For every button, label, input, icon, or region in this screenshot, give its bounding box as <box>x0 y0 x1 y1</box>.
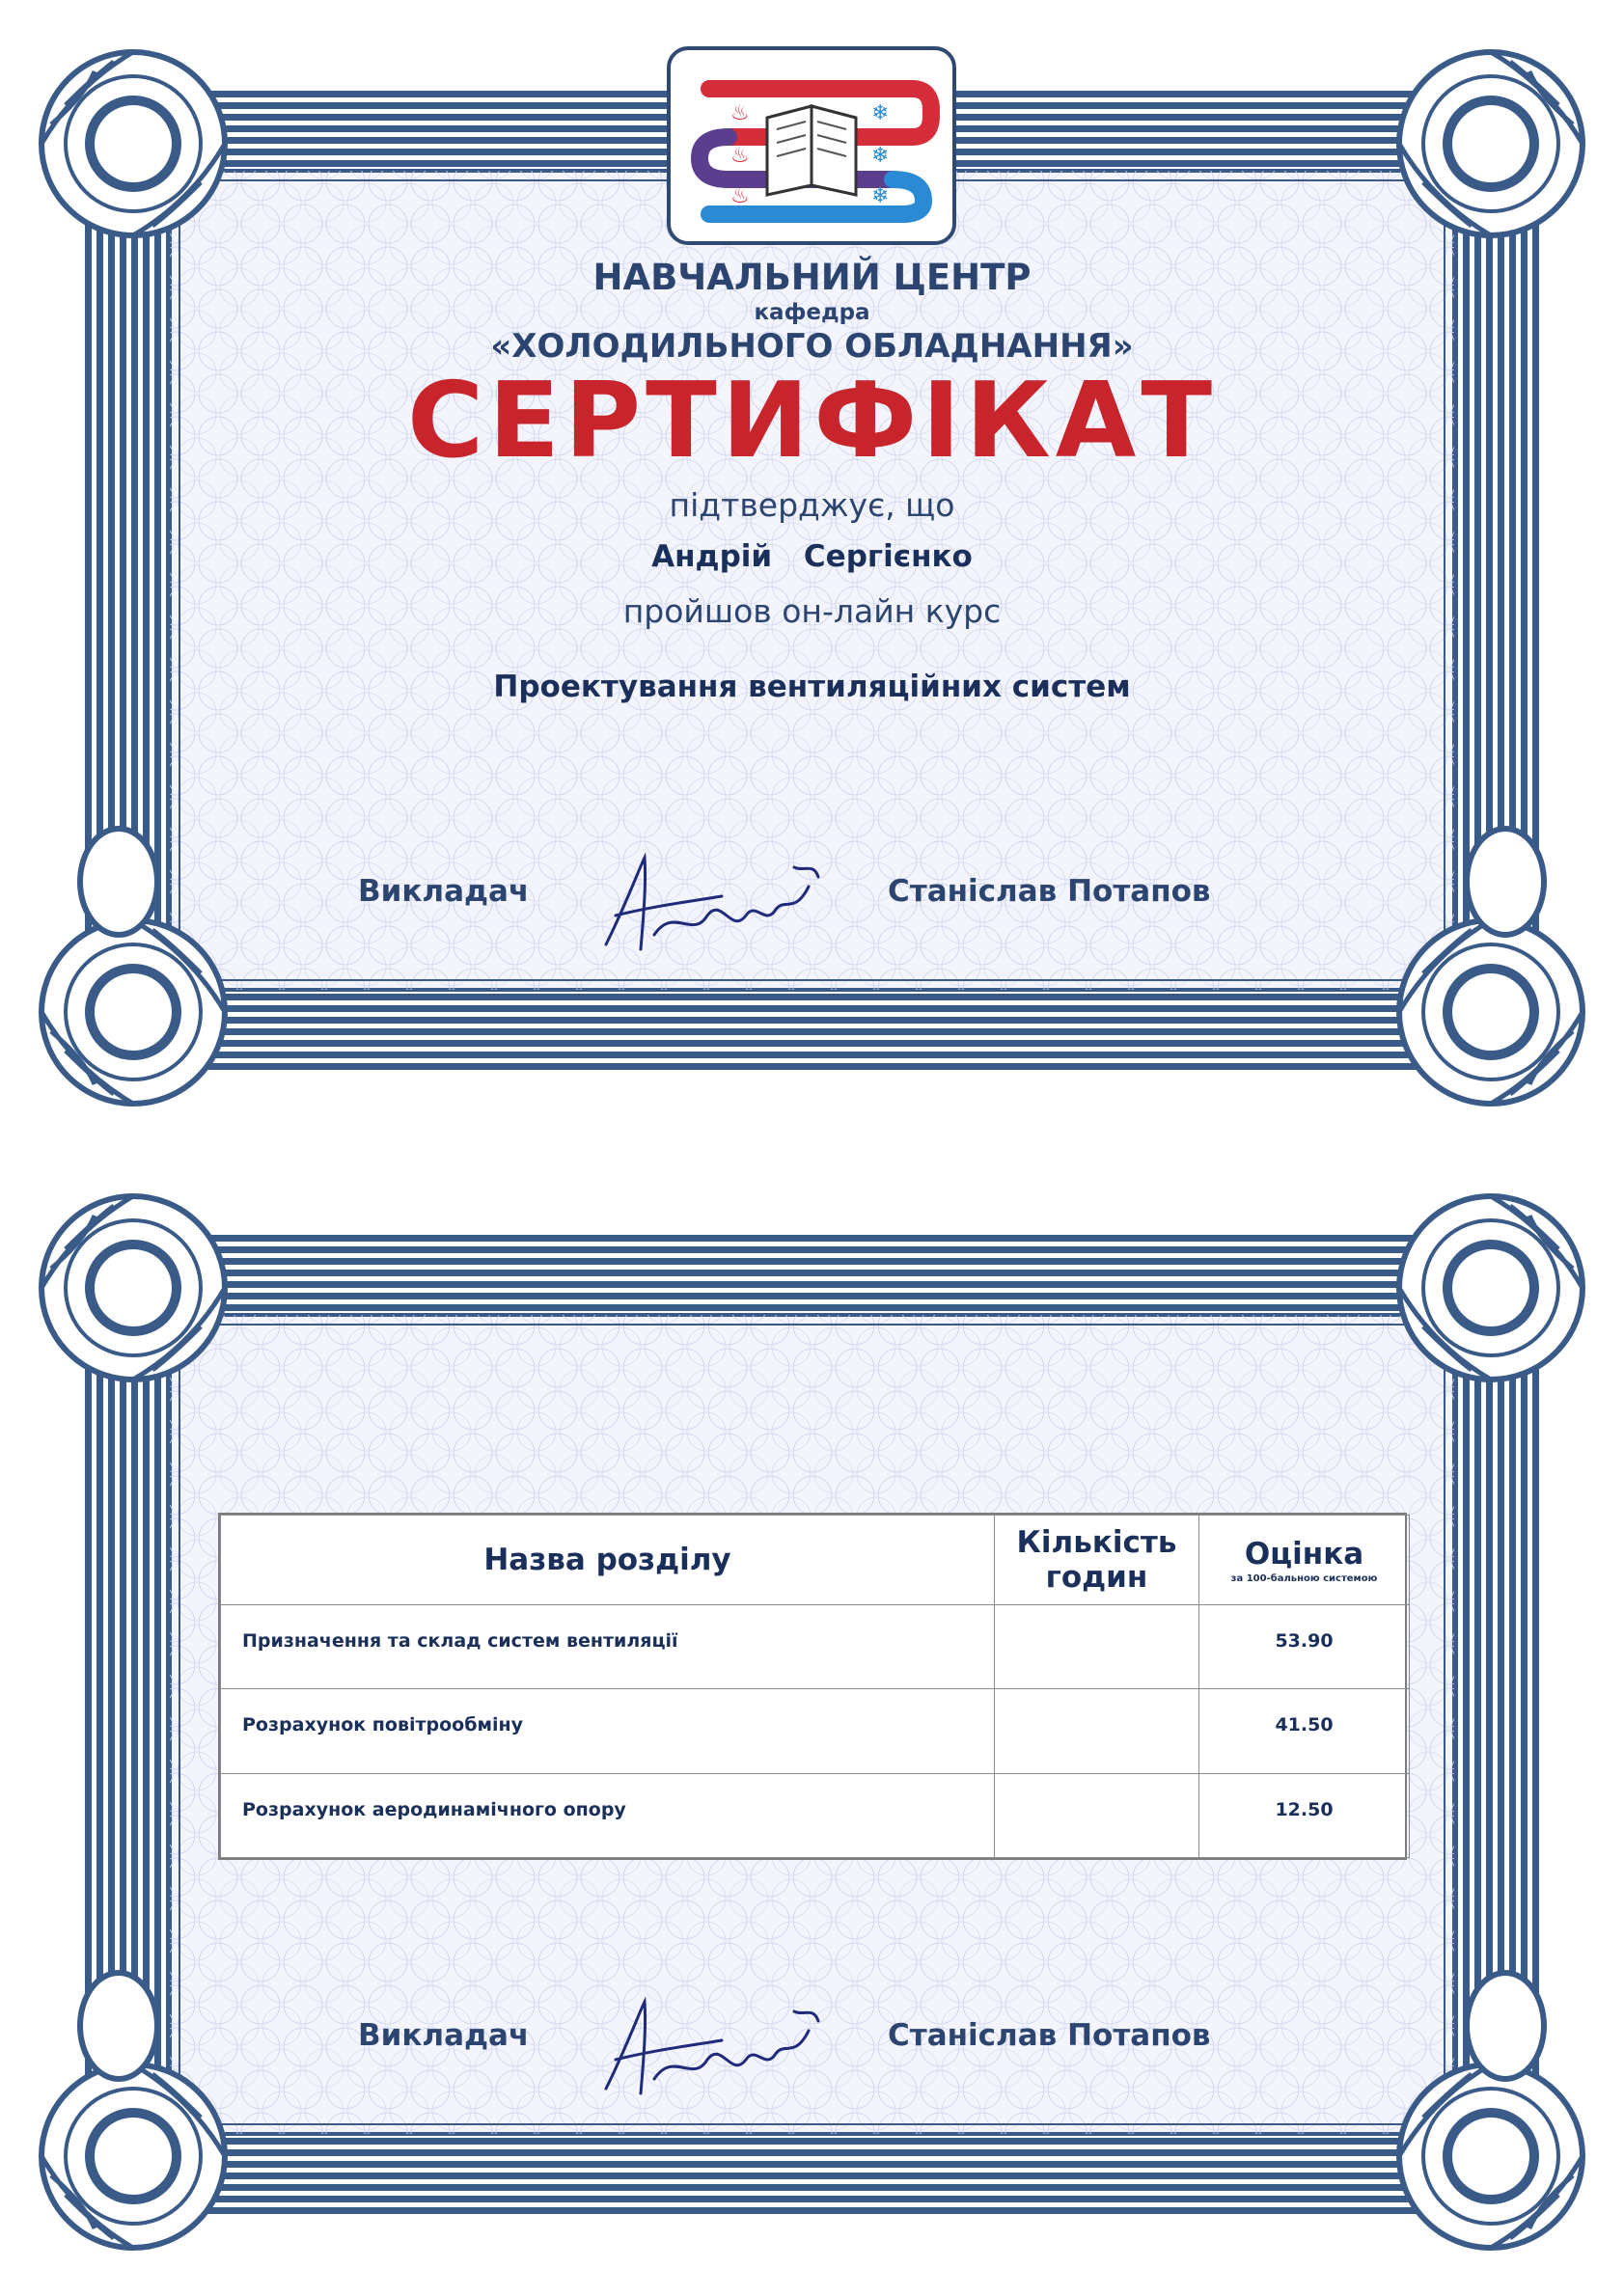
table-row <box>221 1689 1410 1773</box>
snowflake-icon <box>871 101 889 208</box>
row-score: 41.50 <box>1199 1689 1410 1773</box>
svg-text:♨: ♨ <box>730 144 750 168</box>
passed-text: пройшов он-лайн курс <box>622 592 1002 630</box>
row-hours <box>995 1689 1199 1773</box>
grades-table <box>218 1513 1407 1860</box>
confirms-text: підтверджує, що <box>669 486 955 524</box>
course-name: Проектування вентиляційних систем <box>493 670 1131 704</box>
instructor-label: Викладач <box>358 874 530 909</box>
row-hours <box>995 1605 1199 1689</box>
row-hours <box>995 1773 1199 1857</box>
svg-text:♨: ♨ <box>730 184 750 208</box>
department-label: кафедра <box>754 300 870 325</box>
instructor-name: Станіслав Потапов <box>888 2018 1211 2053</box>
row-section: Розрахунок аеродинамічного опору <box>221 1773 995 1857</box>
svg-text:❄: ❄ <box>871 101 890 125</box>
instructor-name: Станіслав Потапов <box>888 874 1211 909</box>
table-header-row <box>221 1516 1410 1605</box>
heat-icon <box>730 101 750 208</box>
table-row <box>221 1605 1410 1689</box>
department-name: «ХОЛОДИЛЬНОГО ОБЛАДНАННЯ» <box>490 327 1134 366</box>
header-grade <box>1199 1516 1410 1605</box>
row-score: 53.90 <box>1199 1605 1410 1689</box>
table-row <box>221 1773 1410 1857</box>
svg-text:❄: ❄ <box>871 144 890 168</box>
header-grade-label: Оцінка <box>1244 1536 1364 1572</box>
center-name: НАВЧАЛЬНИЙ ЦЕНТР <box>592 257 1032 298</box>
certificate-front <box>27 33 1597 1123</box>
certificate-title: СЕРТИФІКАТ <box>406 361 1218 481</box>
recipient-name: Андрій Сергієнко <box>651 539 973 574</box>
header-section: Назва розділу <box>221 1516 995 1605</box>
row-section: Призначення та склад систем вентиляції <box>221 1605 995 1689</box>
header-hours: Кількість годин <box>995 1516 1199 1605</box>
book-icon <box>767 106 856 195</box>
row-section: Розрахунок повітрообміну <box>221 1689 995 1773</box>
signature <box>587 1992 828 2108</box>
svg-text:❄: ❄ <box>871 184 890 208</box>
certificate-back <box>27 1177 1597 2267</box>
logo <box>667 46 956 245</box>
svg-text:♨: ♨ <box>730 101 750 125</box>
signature <box>587 848 828 964</box>
header-grade-note: за 100-бальною системою <box>1230 1572 1378 1584</box>
row-score: 12.50 <box>1199 1773 1410 1857</box>
instructor-label: Викладач <box>358 2018 530 2053</box>
